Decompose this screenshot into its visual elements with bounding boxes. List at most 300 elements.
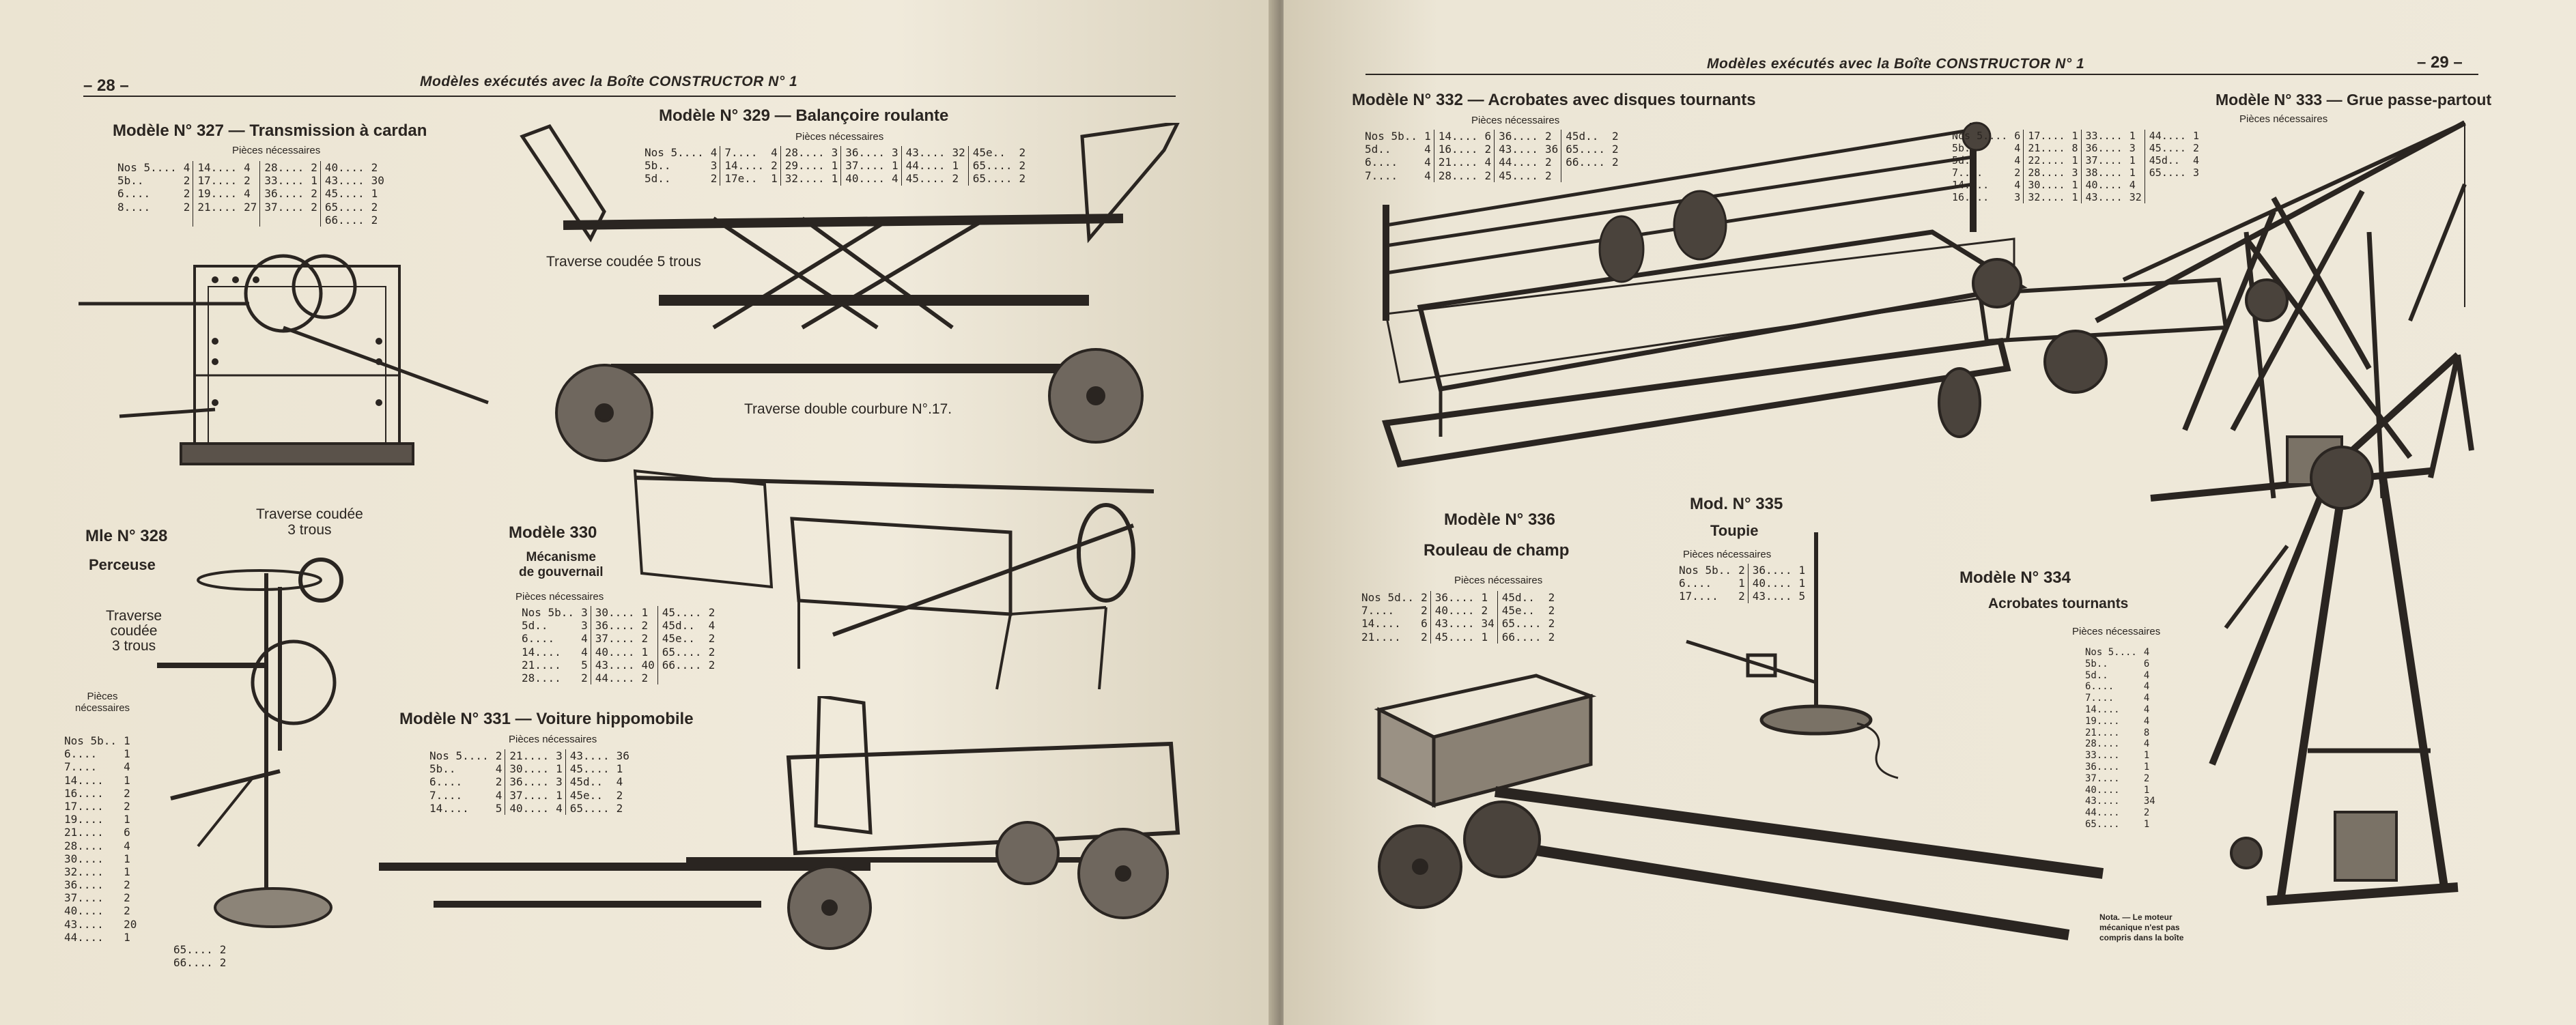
part-number: 45e.. — [657, 632, 705, 645]
part-quantity: 3 — [556, 775, 563, 789]
part-quantity: 2 — [708, 645, 716, 659]
part-quantity: 4 — [2014, 154, 2021, 167]
part-quantity: 6 — [2143, 658, 2150, 669]
model-336-title: Modèle N° 336 — [1444, 510, 1555, 529]
model-333-pieces-label: Pièces nécessaires — [2239, 113, 2328, 125]
part-number: 66.... — [320, 214, 368, 227]
part-number: 5d.. — [522, 619, 548, 633]
part-number: 36.... — [505, 775, 553, 788]
part-quantity: 3 — [556, 749, 563, 762]
part-number: 6.... — [64, 747, 98, 761]
part-number: 17.... — [1679, 590, 1718, 603]
part-quantity: 2 — [2192, 142, 2199, 154]
part-number: 33.... — [260, 174, 308, 187]
part-quantity: 27 — [244, 200, 257, 214]
part-quantity: 1 — [124, 773, 130, 787]
part-quantity: 4 — [2014, 142, 2021, 154]
part-quantity: 2 — [1019, 172, 1026, 186]
part-quantity: 2 — [708, 632, 716, 646]
part-number: 14.... — [522, 645, 561, 659]
part-number: 37.... — [2085, 773, 2120, 784]
part-number: 65.... — [1561, 143, 1609, 156]
model-328-illustration — [157, 546, 362, 942]
part-number: 6.... — [1365, 156, 1398, 169]
part-number: 37.... — [260, 201, 308, 214]
parts-row — [2082, 693, 2158, 704]
part-quantity: 1 — [952, 159, 959, 173]
parts-row — [61, 852, 139, 865]
model-336-subtitle: Rouleau de champ — [1424, 541, 1570, 560]
parts-row — [1359, 604, 1557, 617]
part-quantity: 2 — [710, 172, 718, 186]
part-number: 45d.. — [657, 619, 705, 632]
part-number: 36.... — [1748, 564, 1796, 577]
part-number: 7.... — [720, 146, 768, 159]
part-number: 65.... — [2145, 167, 2190, 179]
part-number: 7.... — [429, 788, 463, 802]
model-329-annotation-top: Traverse coudée 5 trous — [546, 254, 701, 270]
part-quantity: 36 — [616, 749, 629, 762]
parts-row — [2082, 738, 2158, 750]
right-page — [1284, 0, 2576, 1025]
part-quantity: 1 — [616, 762, 623, 776]
part-quantity: 1 — [2071, 191, 2078, 203]
part-quantity: 32 — [952, 146, 965, 159]
parts-row — [115, 201, 387, 214]
part-quantity: 2 — [219, 943, 227, 956]
part-quantity: 4 — [2129, 179, 2136, 191]
part-number: 21.... — [2085, 727, 2120, 738]
part-number: 45.... — [657, 606, 705, 619]
part-quantity: 2 — [1544, 130, 1552, 143]
part-quantity: 2 — [641, 671, 649, 684]
part-number: 45.... — [1430, 631, 1478, 644]
part-number: 5d.. — [645, 172, 671, 186]
parts-row — [61, 878, 139, 891]
part-number: 14.... — [1434, 130, 1482, 143]
model-335-pieces-label: Pièces nécessaires — [1683, 549, 1772, 560]
parts-row — [2082, 704, 2158, 716]
parts-row — [61, 787, 139, 800]
part-number: 43.... — [1748, 590, 1796, 603]
model-327-title: Modèle N° 327 — Transmission à cardan — [113, 121, 427, 140]
part-quantity: 1 — [1738, 577, 1745, 590]
part-quantity: 2 — [2143, 773, 2150, 784]
part-number: 14.... — [720, 159, 768, 172]
part-number — [193, 214, 241, 227]
part-number: 45e.. — [565, 789, 613, 802]
part-quantity: 4 — [124, 760, 130, 774]
part-number: 36.... — [591, 619, 638, 632]
part-quantity: 1 — [124, 747, 130, 761]
part-quantity: 5 — [581, 658, 588, 672]
part-number: Nos 5b.. — [64, 734, 117, 747]
part-number: 5b.. — [2085, 658, 2108, 669]
model-330-pieces-label: Pièces nécessaires — [515, 591, 604, 603]
model-328-subtitle: Perceuse — [89, 556, 156, 573]
part-quantity: 1 — [2143, 818, 2150, 830]
part-quantity: 3 — [2014, 191, 2021, 203]
model-333-title: Modèle N° 333 — Grue passe-partout — [2216, 91, 2492, 109]
part-quantity: 4 — [244, 161, 251, 174]
model-327-pieces-label: Pièces nécessaires — [232, 145, 321, 156]
parts-row — [2082, 670, 2158, 682]
part-number: 43.... — [901, 146, 949, 159]
part-number: 32.... — [780, 172, 828, 185]
model-335-subtitle: Toupie — [1710, 522, 1759, 539]
part-quantity: 1 — [2071, 130, 2078, 142]
parts-row — [61, 774, 139, 787]
part-quantity: 2 — [1612, 156, 1619, 169]
part-quantity: 20 — [124, 917, 137, 931]
part-number: 28.... — [780, 146, 828, 159]
part-number: 33.... — [2081, 130, 2127, 142]
part-quantity: 4 — [1484, 156, 1492, 169]
part-number: 14.... — [64, 773, 104, 787]
part-quantity: 2 — [124, 786, 130, 800]
part-quantity: 2 — [952, 172, 959, 186]
part-number: 17e.. — [720, 172, 768, 185]
part-quantity: 3 — [892, 146, 898, 159]
part-quantity: 2 — [1612, 143, 1619, 156]
part-number: 44.... — [901, 159, 949, 172]
model-335-title: Mod. N° 335 — [1690, 495, 1783, 513]
part-number: 40.... — [2081, 179, 2127, 191]
parts-row — [2082, 819, 2158, 831]
part-quantity: 2 — [1019, 159, 1026, 173]
part-quantity: 8 — [2071, 142, 2078, 154]
part-number: 40.... — [1748, 577, 1796, 590]
part-quantity: 1 — [1798, 564, 1806, 577]
part-number: 36.... — [841, 146, 889, 159]
part-quantity: 2 — [219, 956, 227, 970]
part-quantity: 1 — [124, 734, 130, 747]
parts-row — [115, 161, 387, 174]
part-quantity: 2 — [1548, 617, 1555, 631]
part-quantity: 1 — [556, 762, 563, 776]
part-quantity: 2 — [124, 878, 130, 892]
part-quantity: 6 — [1421, 617, 1428, 631]
parts-row — [2082, 727, 2158, 739]
part-number: 40.... — [64, 904, 104, 918]
part-number: 29.... — [780, 159, 828, 172]
part-number: 5d.. — [2085, 669, 2108, 681]
part-quantity: 1 — [124, 813, 130, 826]
part-quantity: 1 — [1424, 130, 1431, 143]
model-327-parts-table — [115, 161, 387, 227]
part-number: 32.... — [2024, 191, 2069, 203]
part-quantity: 2 — [708, 606, 716, 619]
part-number: 65.... — [968, 159, 1016, 172]
part-quantity: 4 — [2143, 704, 2150, 715]
parts-row — [61, 918, 139, 931]
part-quantity: 4 — [616, 775, 623, 789]
part-quantity: 2 — [124, 891, 130, 905]
part-quantity: 4 — [2143, 693, 2150, 704]
part-number: 21.... — [2024, 142, 2069, 154]
part-number: Nos 5.... — [1952, 130, 2008, 142]
part-number: 37.... — [841, 159, 889, 172]
part-number: 65.... — [1497, 617, 1545, 630]
part-quantity: 4 — [710, 146, 718, 159]
part-number: 38.... — [2081, 167, 2127, 179]
header-rule — [1365, 74, 2478, 75]
part-number: Nos 5.... — [429, 749, 489, 762]
part-number: 43.... — [565, 749, 613, 762]
part-quantity: 2 — [1421, 604, 1428, 618]
model-336-parts-table — [1359, 591, 1557, 644]
part-quantity: 1 — [2071, 154, 2078, 167]
part-quantity: 4 — [495, 788, 503, 802]
part-quantity: 2 — [371, 213, 378, 227]
part-quantity: 2 — [124, 904, 130, 918]
model-334-title: Modèle N° 334 — [1959, 568, 2071, 587]
part-number: 32.... — [64, 865, 104, 878]
model-332-title: Modèle N° 332 — Acrobates avec disques tournants — [1352, 91, 1756, 109]
part-number: 45.... — [320, 187, 368, 200]
part-quantity: 1 — [1481, 630, 1488, 644]
parts-row — [61, 826, 139, 839]
part-number: 66.... — [657, 659, 705, 672]
part-quantity: 2 — [1484, 143, 1492, 156]
model-329-annotation-bottom: Traverse double courbure N°.17. — [744, 401, 952, 417]
part-quantity: 5 — [495, 801, 503, 815]
part-quantity: 2 — [1548, 591, 1555, 604]
part-number: 45.... — [1495, 169, 1542, 182]
part-quantity: 2 — [1421, 630, 1428, 644]
part-quantity: 2 — [1544, 169, 1552, 182]
part-number: 16.... — [1952, 191, 1990, 203]
part-number: 43.... — [1495, 143, 1542, 156]
part-number: 66.... — [173, 956, 213, 970]
part-quantity: 34 — [1481, 617, 1495, 631]
part-quantity: 4 — [771, 146, 778, 159]
part-quantity: 8 — [2143, 727, 2150, 738]
part-number: 7.... — [64, 760, 98, 774]
part-number: Nos 5.... — [645, 146, 704, 159]
part-quantity: 1 — [892, 159, 898, 173]
part-quantity: 30 — [371, 174, 384, 188]
model-332-pieces-label: Pièces nécessaires — [1471, 115, 1560, 126]
part-number: 44.... — [1495, 156, 1542, 169]
part-quantity: 1 — [2143, 784, 2150, 796]
part-number: 5d.. — [1365, 143, 1391, 156]
part-quantity: 4 — [2143, 738, 2150, 750]
part-number: 40.... — [1430, 604, 1478, 617]
part-quantity: 3 — [581, 606, 588, 619]
model-329-title: Modèle N° 329 — Balançoire roulante — [659, 106, 949, 125]
part-number: 28.... — [2024, 167, 2069, 179]
model-336-pieces-label: Pièces nécessaires — [1454, 575, 1543, 586]
part-quantity: 4 — [1424, 169, 1431, 182]
parts-row — [61, 813, 139, 826]
part-quantity: 4 — [581, 632, 588, 646]
part-number: 36.... — [2081, 142, 2127, 154]
model-328-parts-table-extra — [171, 943, 229, 969]
part-number: 28.... — [2085, 738, 2120, 750]
part-quantity: 1 — [1798, 577, 1806, 590]
parts-row — [1359, 591, 1557, 604]
part-quantity: 2 — [1548, 630, 1555, 644]
parts-row — [2082, 681, 2158, 693]
part-quantity: 2 — [1548, 604, 1555, 618]
part-number: 5b.. — [429, 762, 456, 776]
part-quantity: 4 — [892, 172, 898, 186]
part-quantity: 2 — [2143, 807, 2150, 819]
parts-row — [2082, 750, 2158, 762]
part-number: 6.... — [117, 187, 151, 201]
model-335-illustration — [1680, 525, 1925, 785]
part-number: 14.... — [1952, 179, 1990, 191]
parts-row — [61, 747, 139, 760]
part-quantity: 4 — [581, 645, 588, 659]
parts-row — [115, 214, 387, 227]
part-number: 37.... — [591, 632, 638, 645]
model-331-pieces-label: Pièces nécessaires — [509, 734, 597, 745]
part-number: 5b.. — [645, 159, 671, 173]
page-number: – 28 – — [83, 76, 129, 95]
part-quantity: 2 — [1019, 146, 1026, 159]
part-number: 65.... — [565, 802, 613, 815]
part-quantity: 1 — [2143, 761, 2150, 773]
part-number: 40.... — [591, 646, 638, 659]
part-quantity: 3 — [2129, 142, 2136, 154]
part-number: 45.... — [901, 172, 949, 185]
part-number: 21.... — [64, 826, 104, 839]
part-quantity: 4 — [244, 187, 251, 201]
parts-row — [2082, 807, 2158, 819]
part-quantity: 4 — [708, 619, 716, 633]
left-page — [0, 0, 1277, 1025]
part-number: 36.... — [2085, 761, 2120, 773]
part-quantity: 1 — [2071, 179, 2078, 191]
part-quantity: 2 — [641, 632, 649, 646]
part-number: 22.... — [2024, 154, 2069, 167]
model-328-pieces-label: Pièces nécessaires — [75, 691, 130, 714]
part-quantity: 4 — [183, 161, 190, 174]
part-number: 36.... — [1430, 591, 1478, 604]
part-number: 16.... — [1434, 143, 1482, 156]
part-quantity — [308, 214, 320, 227]
part-quantity: 2 — [1481, 604, 1488, 618]
part-quantity: 36 — [1544, 143, 1559, 156]
part-number: 40.... — [841, 172, 889, 185]
part-quantity: 2 — [1544, 156, 1552, 169]
part-quantity: 1 — [124, 865, 130, 878]
parts-row — [61, 931, 139, 944]
part-number: 30.... — [2024, 179, 2069, 191]
part-number: 45.... — [2145, 142, 2190, 154]
part-quantity: 1 — [831, 159, 838, 173]
model-331-title: Modèle N° 331 — Voiture hippomobile — [399, 710, 694, 728]
part-number: 17.... — [64, 799, 104, 813]
part-number: 36.... — [260, 187, 308, 200]
part-number: 37.... — [2081, 154, 2127, 167]
part-number: 19.... — [64, 813, 104, 826]
part-quantity: 2 — [183, 200, 190, 214]
part-quantity: 6 — [2014, 130, 2021, 142]
part-number: 45e.. — [968, 146, 1016, 159]
part-number: Nos 5b.. — [1365, 130, 1418, 143]
part-quantity: 2 — [1421, 591, 1428, 604]
model-334-subtitle: Acrobates tournants — [1988, 596, 2129, 611]
part-number: 21.... — [1361, 630, 1401, 644]
part-number: 5d.. — [1952, 154, 1977, 167]
part-number: 43.... — [320, 174, 368, 187]
part-number: 28.... — [260, 161, 308, 174]
part-number: 6.... — [522, 632, 555, 646]
part-number: 65.... — [2085, 818, 2120, 830]
parts-row — [2082, 659, 2158, 670]
part-number: 45d.. — [2145, 154, 2190, 167]
part-number: 6.... — [1679, 577, 1712, 590]
part-number: 21.... — [193, 201, 241, 214]
part-quantity: 2 — [641, 619, 649, 633]
parts-row — [2082, 785, 2158, 796]
part-quantity: 1 — [124, 852, 130, 865]
part-quantity: 1 — [2143, 750, 2150, 762]
part-number: 14.... — [2085, 704, 2120, 715]
part-number: 37.... — [64, 891, 104, 905]
part-number: 28.... — [64, 839, 104, 852]
part-quantity: 3 — [710, 159, 718, 173]
part-quantity: 1 — [124, 930, 130, 944]
part-number: 43.... — [591, 659, 638, 672]
part-quantity: 3 — [2071, 167, 2078, 179]
part-number: 45d.. — [1497, 591, 1545, 604]
part-number: 45e.. — [1497, 604, 1545, 617]
part-number: 43.... — [2081, 191, 2127, 203]
model-328-parts-table — [61, 734, 139, 944]
part-number: 43.... — [64, 917, 104, 931]
parts-row — [1359, 617, 1557, 630]
part-quantity: 4 — [124, 839, 130, 852]
part-quantity: 1 — [641, 606, 649, 619]
part-number: 30.... — [591, 606, 638, 619]
part-quantity: 2 — [371, 200, 378, 214]
parts-row — [171, 943, 229, 956]
model-328-annotation: Traverse coudée 3 trous — [106, 608, 162, 654]
parts-row — [115, 187, 387, 200]
part-number: 40.... — [320, 161, 368, 174]
part-quantity: 4 — [1424, 156, 1431, 169]
part-number: Nos 5b.. — [1679, 564, 1732, 577]
model-327-annotation: Traverse coudée 3 trous — [256, 506, 363, 538]
parts-row — [2082, 716, 2158, 727]
part-quantity: 2 — [311, 187, 317, 201]
part-number: 28.... — [522, 671, 561, 684]
part-number: 65.... — [173, 943, 213, 956]
part-quantity: 1 — [556, 788, 563, 802]
part-quantity: 2 — [124, 799, 130, 813]
part-quantity: 2 — [311, 161, 317, 174]
part-quantity: 2 — [616, 788, 623, 802]
part-quantity: 2 — [2014, 167, 2021, 179]
page-number: – 29 – — [2417, 53, 2463, 72]
part-number: 44.... — [591, 672, 638, 684]
part-number: 40.... — [2085, 784, 2120, 796]
part-quantity: 4 — [1424, 143, 1431, 156]
part-number: 44.... — [2145, 130, 2190, 142]
part-quantity: 32 — [2129, 191, 2142, 203]
part-number: Nos 5.... — [2085, 647, 2137, 658]
part-quantity: 4 — [2143, 715, 2150, 727]
part-quantity: 1 — [831, 172, 838, 186]
model-334-note: Nota. — Le moteur mécanique n'est pas compris dans la boîte — [2099, 912, 2184, 942]
part-number: 43.... — [1430, 617, 1478, 630]
part-quantity: 4 — [2143, 681, 2150, 693]
parts-row — [1359, 631, 1557, 644]
